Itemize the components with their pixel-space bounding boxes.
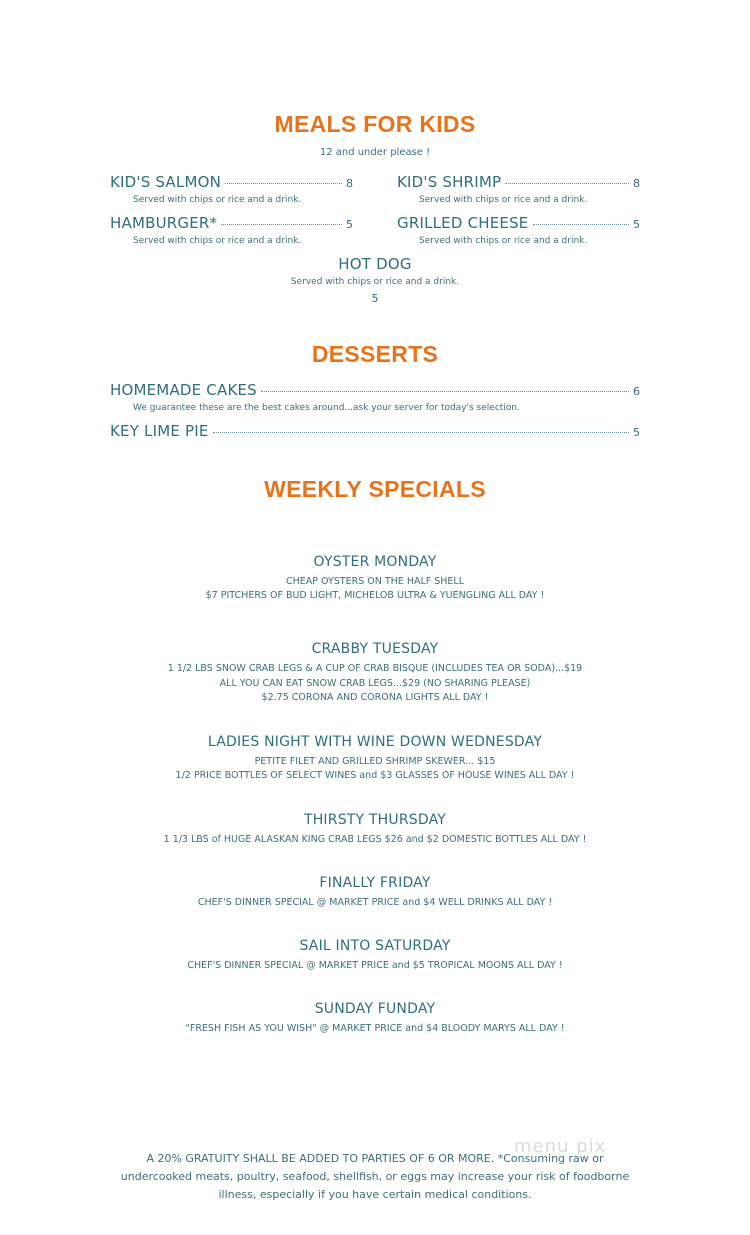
- watermark-logo: menu pix: [514, 1136, 607, 1157]
- leader-dots: [225, 183, 342, 184]
- item-description: Served with chips or rice and a drink.: [133, 236, 302, 246]
- leader-dots: [533, 224, 630, 225]
- special-monday-line: $7 PITCHERS OF BUD LIGHT, MICHELOB ULTRA & YUENGLING ALL DAY !: [205, 590, 545, 601]
- item-price: 8: [633, 177, 640, 190]
- special-tuesday-line: $2.75 CORONA AND CORONA LIGHTS ALL DAY !: [261, 692, 489, 703]
- item-name: KEY LIME PIE: [110, 422, 209, 440]
- item-description: Served with chips or rice and a drink.: [419, 195, 588, 205]
- special-monday-line: CHEAP OYSTERS ON THE HALF SHELL: [285, 576, 465, 587]
- kids-heading: MEALS FOR KIDS: [274, 111, 476, 137]
- item-price: 5: [633, 218, 640, 231]
- item-name: HAMBURGER*: [110, 214, 218, 232]
- menu-item-key-lime-pie: [110, 422, 640, 440]
- item-description: Served with chips or rice and a drink.: [133, 195, 302, 205]
- menu-item-homemade-cakes: [110, 381, 640, 399]
- item-name: GRILLED CHEESE: [397, 214, 529, 232]
- menu-item-kids-salmon: [110, 173, 353, 191]
- item-description: We guarantee these are the best cakes around...ask your server for today's selection.: [133, 403, 520, 413]
- kids-subheading: 12 and under please !: [319, 147, 431, 158]
- menu-item-hot-dog-name: HOT DOG: [338, 255, 412, 273]
- special-sunday-title: SUNDAY FUNDAY: [314, 1001, 436, 1017]
- special-tuesday-line: ALL YOU CAN EAT SNOW CRAB LEGS...$29 (NO SHARING PLEASE): [219, 678, 531, 689]
- special-sunday-line: "FRESH FISH AS YOU WISH" @ MARKET PRICE and $4 BLOODY MARYS ALL DAY !: [185, 1023, 565, 1034]
- special-wednesday-title: LADIES NIGHT WITH WINE DOWN WEDNESDAY: [207, 734, 543, 750]
- leader-dots: [213, 432, 629, 433]
- item-description: Served with chips or rice and a drink.: [419, 236, 588, 246]
- item-description: Served with chips or rice and a drink.: [290, 277, 460, 287]
- menu-item-kids-shrimp: [397, 173, 640, 191]
- special-wednesday-line: 1/2 PRICE BOTTLES OF SELECT WINES and $3 GLASSES OF HOUSE WINES ALL DAY !: [175, 770, 575, 781]
- menu-item-hamburger: [110, 214, 353, 232]
- leader-dots: [505, 183, 629, 184]
- item-price: 6: [633, 385, 640, 398]
- special-saturday-line: CHEF'S DINNER SPECIAL @ MARKET PRICE and $5 TROPICAL MOONS ALL DAY !: [187, 960, 563, 971]
- special-friday-line: CHEF'S DINNER SPECIAL @ MARKET PRICE and $4 WELL DRINKS ALL DAY !: [197, 897, 553, 908]
- footer-disclaimer: A 20% GRATUITY SHALL BE ADDED TO PARTIES OF 6 OR MORE. *Consuming raw or undercooked meats, poultry, seafood, shellfish, or eggs may increase your risk of foodborne illness, especially if you have certain medical conditions.: [120, 1152, 630, 1201]
- special-thursday-title: THIRSTY THURSDAY: [303, 812, 447, 828]
- special-friday-title: FINALLY FRIDAY: [319, 875, 431, 891]
- special-tuesday-line: 1 1/2 LBS SNOW CRAB LEGS & A CUP OF CRAB BISQUE (INCLUDES TEA OR SODA)...$19: [167, 663, 583, 674]
- special-monday-title: OYSTER MONDAY: [313, 554, 437, 570]
- item-price: 5: [346, 218, 353, 231]
- item-price: 5: [371, 292, 379, 305]
- special-saturday-title: SAIL INTO SATURDAY: [299, 938, 451, 954]
- menu-item-grilled-cheese: [397, 214, 640, 232]
- special-thursday-line: 1 1/3 LBS of HUGE ALASKAN KING CRAB LEGS $26 and $2 DOMESTIC BOTTLES ALL DAY !: [163, 834, 587, 845]
- item-name: HOMEMADE CAKES: [110, 381, 257, 399]
- item-price: 5: [633, 426, 640, 439]
- special-tuesday-title: CRABBY TUESDAY: [311, 641, 439, 657]
- leader-dots: [261, 391, 629, 392]
- desserts-heading: DESSERTS: [311, 341, 439, 367]
- leader-dots: [221, 224, 342, 225]
- weekly-specials-heading: WEEKLY SPECIALS: [264, 476, 486, 502]
- item-name: KID'S SALMON: [110, 173, 222, 191]
- special-wednesday-line: PETITE FILET AND GRILLED SHRIMP SKEWER... $15: [254, 756, 496, 767]
- item-name: KID'S SHRIMP: [397, 173, 502, 191]
- item-price: 8: [346, 177, 353, 190]
